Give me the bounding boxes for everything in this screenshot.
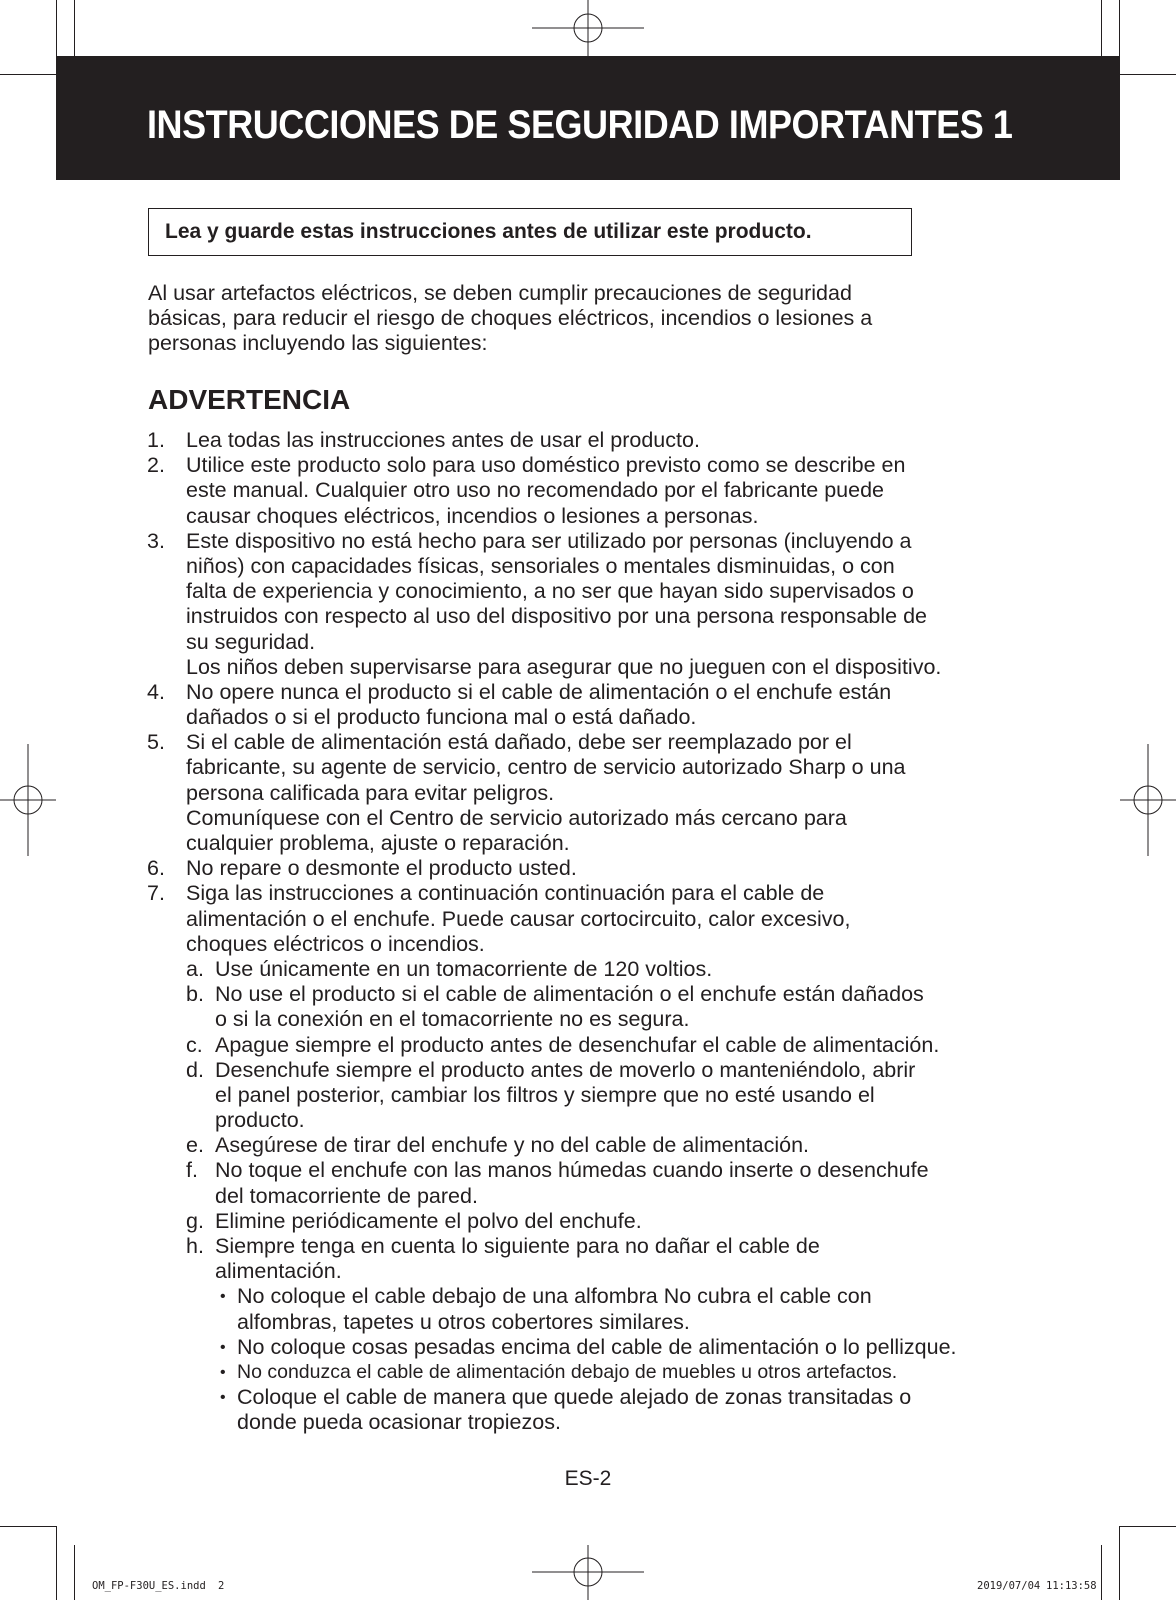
- bullet-text: Coloque el cable de manera que quede alejado de zonas transitadas o: [237, 1385, 912, 1410]
- registration-target-bottom: [532, 1545, 644, 1600]
- item-number: 1.: [147, 428, 165, 452]
- bullet-item: [0, 1284, 1176, 1309]
- list-item: [0, 428, 1176, 453]
- sub-item-text: No toque el enchufe con las manos húmedas cuando inserte o desenchufe: [215, 1158, 929, 1183]
- item-text: Este dispositivo no está hecho para ser utilizado por personas (incluyendo a: [186, 528, 912, 553]
- item-text: dañados o si el producto funciona mal o está dañado.: [186, 705, 697, 730]
- bullet-text: donde pueda ocasionar tropiezos.: [237, 1410, 561, 1435]
- item-number: 4.: [147, 679, 165, 704]
- sub-list-item: [0, 1033, 1176, 1058]
- item-number: 5.: [147, 730, 165, 755]
- registration-target-top: [532, 0, 644, 56]
- footer-date: 2019/07/04: [977, 1580, 1041, 1592]
- bullet-text: alfombras, tapetes u otros cobertores similares.: [237, 1309, 690, 1334]
- item-text: niños) con capacidades físicas, sensoriales o mentales disminuidas, o con: [186, 553, 895, 578]
- item-number: 2.: [147, 453, 165, 478]
- item-text: No repare o desmonte el producto usted.: [186, 856, 577, 881]
- sub-item-letter: e.: [186, 1133, 204, 1158]
- footer-time: 11:13:58: [1046, 1580, 1097, 1592]
- list-item: [0, 453, 1176, 478]
- footer-file-name: OM_FP-F30U_ES.indd: [92, 1580, 206, 1592]
- item-text: Utilice este producto solo para uso doméstico previsto como se describe en: [186, 453, 906, 478]
- intro-line: Al usar artefactos eléctricos, se deben cumplir precauciones de seguridad: [148, 281, 852, 305]
- list-item: [0, 881, 1176, 906]
- sub-item-letter: c.: [186, 1032, 203, 1057]
- warning-heading: ADVERTENCIA: [148, 384, 351, 415]
- item-text: su seguridad.: [186, 629, 316, 654]
- item-text: No opere nunca el producto si el cable de alimentación o el enchufe están: [186, 679, 892, 704]
- sub-item-text: Desenchufe siempre el producto antes de moverlo o manteniéndolo, abrir: [215, 1057, 916, 1082]
- warning-list: [0, 428, 1176, 1436]
- sub-item-text: No use el producto si el cable de alimentación o el enchufe están dañados: [215, 982, 924, 1007]
- sub-item-letter: h.: [186, 1234, 204, 1258]
- list-item: [0, 730, 1176, 755]
- bullet-text: No coloque cosas pesadas encima del cable de alimentación o lo pellizque.: [237, 1334, 957, 1359]
- item-text: Siga las instrucciones a continuación continuación para el cable de: [186, 881, 825, 906]
- sub-list-item: [0, 957, 1176, 982]
- sub-item-letter: b.: [186, 982, 204, 1007]
- intro-line: personas incluyendo las siguientes:: [148, 331, 488, 355]
- item-number: 3.: [147, 528, 165, 553]
- bullet-dot: •: [220, 1288, 226, 1306]
- item-text: Los niños deben supervisarse para asegurar que no jueguen con el dispositivo.: [186, 654, 942, 679]
- footer-page: 2: [218, 1580, 225, 1592]
- sub-item-text: o si la conexión en el tomacorriente no es segura.: [215, 1007, 690, 1032]
- sub-item-letter: a.: [186, 956, 204, 981]
- list-item: [0, 529, 1176, 554]
- sub-item-text: producto.: [215, 1108, 305, 1133]
- item-text: persona calificada para evitar peligros.: [186, 780, 555, 805]
- sub-item-text: Asegúrese de tirar del enchufe y no del cable de alimentación.: [215, 1133, 810, 1158]
- item-text: Si el cable de alimentación está dañado, debe ser reemplazado por el: [186, 730, 852, 755]
- sub-list-item: [0, 1234, 1176, 1259]
- page-number: ES-2: [564, 1467, 612, 1490]
- sub-item-text: Apague siempre el producto antes de desenchufar el cable de alimentación.: [215, 1032, 940, 1057]
- item-text: cualquier problema, ajuste o reparación.: [186, 831, 570, 855]
- sub-item-text: del tomacorriente de pared.: [215, 1183, 478, 1208]
- sub-list-item: [0, 1058, 1176, 1083]
- sub-item-letter: d.: [186, 1057, 204, 1082]
- sub-item-letter: g.: [186, 1208, 204, 1233]
- sub-item-text: Use únicamente en un tomacorriente de 120 voltios.: [215, 956, 713, 981]
- item-text: falta de experiencia y conocimiento, a no ser que hayan sido supervisados o: [186, 579, 914, 604]
- bullet-text: No conduzca el cable de alimentación debajo de muebles u otros artefactos.: [237, 1360, 898, 1383]
- sub-item-text: Elimine periódicamente el polvo del enchufe.: [215, 1208, 642, 1233]
- sub-list-item: [0, 982, 1176, 1007]
- sub-item-text: Siempre tenga en cuenta lo siguiente para no dañar el cable de: [215, 1234, 820, 1258]
- item-text: Lea todas las instrucciones antes de usar el producto.: [186, 428, 700, 452]
- item-text: instruidos con respecto al uso del dispositivo por una persona responsable de: [186, 604, 928, 629]
- item-text: alimentación o el enchufe. Puede causar cortocircuito, calor excesivo,: [186, 906, 851, 931]
- item-text: choques eléctricos o incendios.: [186, 931, 485, 956]
- page-title: INSTRUCCIONES DE SEGURIDAD IMPORTANTES 1: [147, 103, 1013, 147]
- intro-paragraph: [148, 281, 1048, 356]
- sub-item-text: el panel posterior, cambiar los filtros y siempre que no esté usando el: [215, 1082, 875, 1107]
- read-and-keep-notice: Lea y guarde estas instrucciones antes de utilizar este producto.: [148, 208, 912, 256]
- item-text: Comuníquese con el Centro de servicio autorizado más cercano para: [186, 805, 847, 830]
- bullet-dot: •: [220, 1338, 226, 1356]
- list-item: [0, 856, 1176, 881]
- sub-item-text: alimentación.: [215, 1259, 342, 1284]
- bullet-dot: •: [220, 1363, 226, 1381]
- bullet-item: [0, 1360, 1176, 1385]
- bullet-item: [0, 1385, 1176, 1410]
- list-item: [0, 680, 1176, 705]
- item-text: causar choques eléctricos, incendios o lesiones a personas.: [186, 503, 759, 528]
- item-number: 6.: [147, 856, 165, 881]
- bullet-text: No coloque el cable debajo de una alfombra No cubra el cable con: [237, 1284, 872, 1309]
- intro-line: básicas, para reducir el riesgo de choques eléctricos, incendios o lesiones a: [148, 306, 873, 330]
- item-text: este manual. Cualquier otro uso no recomendado por el fabricante puede: [186, 478, 885, 503]
- sub-list-item: [0, 1133, 1176, 1158]
- sub-list-item: [0, 1158, 1176, 1183]
- bullet-item: [0, 1335, 1176, 1360]
- sub-item-letter: f.: [186, 1158, 198, 1183]
- sub-list-item: [0, 1209, 1176, 1234]
- item-text: fabricante, su agente de servicio, centro de servicio autorizado Sharp o una: [186, 755, 906, 780]
- bullet-dot: •: [220, 1389, 226, 1407]
- item-number: 7.: [147, 881, 165, 906]
